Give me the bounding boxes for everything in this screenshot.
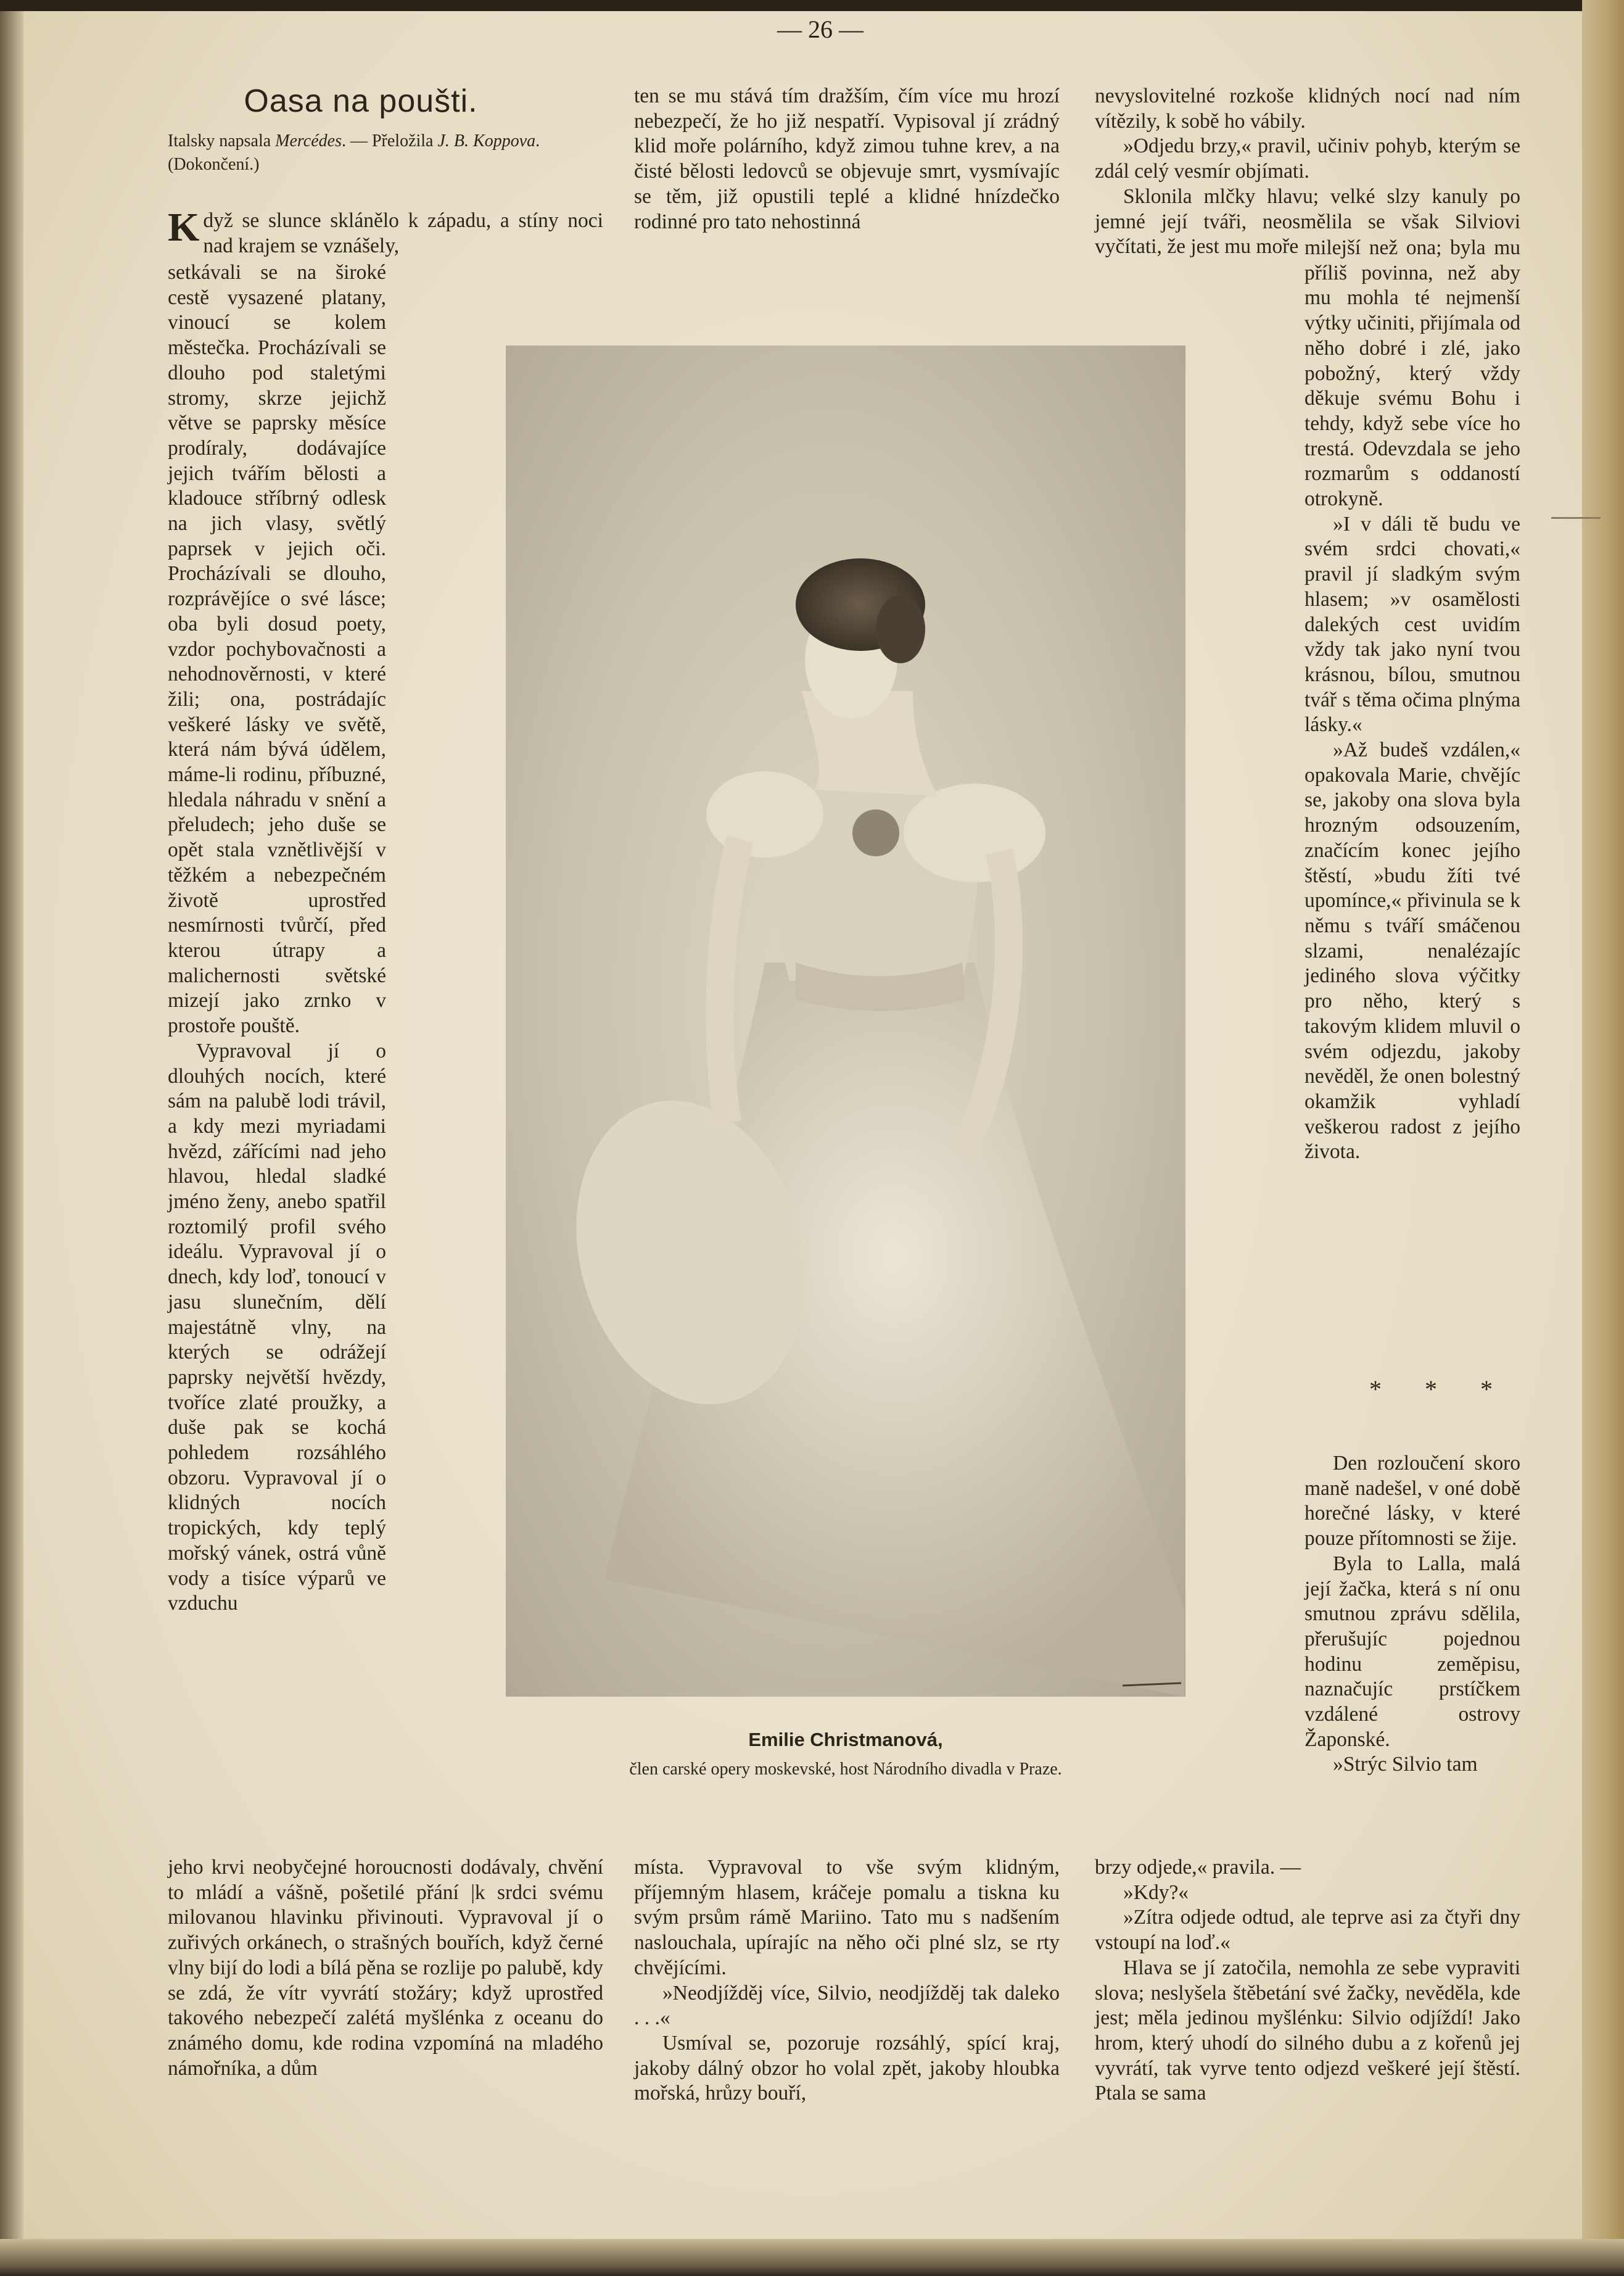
page-right-edge (1582, 0, 1624, 2276)
byline-mid: . — Přeložila (341, 131, 438, 151)
byline-translator: J. B. Koppova (437, 131, 536, 151)
paragraph: jeho krvi neobyčejné horoucnosti dodávaly, chvění to mládí a vášně, pošetilé přání |k srdci svému milovanou hlavinku přivinouti. Vypravoval jí o zuřivých orkánech, o strašných bouřích, když černé vlny bijí do lodi a bílá pěna se rozlije po palubě, kdy se zdá, že vítr vyvrátí stožáry; když uprostřed takového nebezpečí zalétá myšlénka z oceanu do známého domu, kde rodina vzpomíná na mladého námořníka, a dům (168, 1856, 603, 2080)
paragraph: »Až budeš vzdálen,« opakovala Marie, chvějíc se, jakoby ona slova byla hrozným odsouzením, značícím konec jejího štěstí, »budu žíti tvé upomínce,« přivinula se k němu s tváří smáčenou slzami, nenalézajíc jediného slova výčitky pro něho, který s takovým klidem mluvil o svém odjezdu, jakoby nevěděl, že onen bolestný okamžik vyhladí veškerou radost z jejího života. (1305, 739, 1520, 1164)
col1-intro (168, 205, 603, 259)
margin-mark (1551, 517, 1601, 519)
paragraph: Vypravoval jí o dlouhých nocích, které sám na palubě lodi trávil, a kdy mezi myriadami hvězd, zářícími nad jeho hlavou, hledal sladké jméno ženy, anebo spatřil roztomilý profil svého ideálu. Vypravoval jí o dnech, kdy loď, tonoucí v jasu slunečním, dělí majestátně vlny, na kterých se odrážejí paprsky největší hvězdy, tvoříce zlaté proužky, a duše pak se kochá pohledem rozsáhlého obzoru. Vypravoval jí o klidných nocích tropických, kdy teplý mořský vánek, ostrá vůně vody a tisíce výparů ve vzduchu (168, 1039, 386, 1615)
paragraph: milejší než ona; byla mu příliš povinna, než aby mu mohla té nejmenší výtky učiniti, přijímala od něho dobré i zlé, jako pobožný, který vždy děkuje svému Bohu i tehdy, když sebe více ho trestá. Odevzdala se jeho rozmarům s oddaností otrokyně. (1305, 236, 1520, 511)
col3-top (1095, 84, 1520, 260)
paragraph: »Zítra odjede odtud, ale teprve asi za čtyři dny vstoupí na loď.« (1095, 1906, 1520, 1955)
paragraph: brzy odjede,« pravila. — (1095, 1856, 1301, 1879)
col3-narrow (1305, 236, 1520, 1165)
paragraph: setkávali se na široké cestě vysazené platany, vinoucí se kolem městečka. Procházívali se dlouho pod staletými stromy, skrze jejichž větve se paprsky měsíce prodíraly, dodávajíce jejich tvářím bělosti a kladouce stříbrný odlesk na jich vlasy, světlý paprsek v jejich oči. Procházívali se dlouho, rozprávějíce o své lásce; oba byli dosud poety, vzdor pochybovačnosti a nehodnověrnosti, v které žili; ona, postrádajíc veškeré lásky ve světě, která nám bývá údělem, máme-li rodinu, příbuzné, hledala náhradu v snění a přeludech; jeho duše se opět stala vznětlivější v těžkém a nebezpečném životě uprostřed nesmírnosti tvůrčí, před kterou útrapy a malichernosti světské mizejí jako zrnko v prostoře pouště. (168, 261, 386, 1038)
byline-prefix: Italsky napsala (168, 131, 276, 151)
figure-caption-subtitle: člen carské opery moskevské, host Národního divadla v Praze. (629, 1760, 1062, 1779)
portrait-illustration (506, 346, 1185, 1697)
col1-narrow (168, 260, 386, 1616)
paragraph: »Neodjížděj více, Silvio, neodjížděj tak daleko . . .« (634, 1981, 1060, 2030)
figure-caption-name: Emilie Christmanová, (748, 1729, 943, 1750)
article-title: Oasa na poušti. (244, 83, 478, 119)
col1-bottom (168, 1855, 603, 2081)
drop-cap: K (168, 205, 200, 250)
paragraph: »Strýc Silvio tam (1333, 1753, 1478, 1776)
col1-intro-text: dyž se slunce sklánělo k západu, a stíny noci nad krajem se vznášely, (203, 209, 603, 257)
paragraph: »I v dáli tě budu ve svém srdci chovati,« pravil jí sladkým svým hlasem; »v osamělosti dalekých cest uvidím vždy tak jako nyní tvou krásnou, bílou, smutnou tvář s těma očima plnýma lásky.« (1305, 512, 1520, 737)
col3-after (1305, 1451, 1520, 1777)
page-left-edge (0, 0, 23, 2276)
paragraph: »Kdy?« (1123, 1881, 1189, 1904)
paragraph: ten se mu stává tím dražším, čím více mu hrozí nebezpečí, že ho již nespatří. Vypisoval jí zrádný klid moře polárního, když zimou tuhne krev, a na čisté bělosti ledovců se objevuje smrt, vysmívajíc se těm, již opustili teplé a klidné hnízdečko rodinné pro tato nehostinná (634, 85, 1060, 233)
scan-bottom-border (0, 2239, 1624, 2276)
page-number: — 26 — (777, 15, 864, 43)
col2-bottom (634, 1855, 1060, 2106)
paragraph: Hlava se jí zatočila, nemohla ze sebe vypraviti slova; neslyšela štěbetání své žačky, nevěděla, kde jest; měla jedinou myšlénku: Silvio odjíždí! Jako hrom, který uhodí do silného dubu a z kořenů jej vyvrátí, tak vyrve tento odjezd veškeré její štěstí. Ptala se sama (1095, 1956, 1520, 2105)
paragraph: Byla to Lalla, malá její žačka, která s ní onu smutnou zprávu sdělila, přerušujíc pojednou hodinu zeměpisu, naznačujíc prstíčkem vzdálené ostrovy Žaponské. (1305, 1552, 1520, 1751)
paragraph: nevyslovitelné rozkoše klidných nocí nad ním vítězily, k sobě ho vábily. (1095, 85, 1520, 133)
article-byline (168, 130, 600, 176)
paragraph: Sklonila mlčky hlavu; velké slzy kanuly po jemné její tváři, neosmělila se však Silviovi vyčítati, že jest mu moře (1095, 184, 1520, 259)
paragraph: Usmíval se, pozoruje rozsáhlý, spící kraj, jakoby dálný obzor ho volal zpět, jakoby hloubka mořská, hrůzy bouří, (634, 2031, 1060, 2105)
scan-top-border (0, 0, 1624, 11)
section-divider-stars: * * * (1369, 1375, 1511, 1403)
col3-bottom (1095, 1855, 1520, 2106)
byline-author: Mercédes (275, 131, 342, 151)
paragraph: místa. Vypravoval to vše svým klidným, příjemným hlasem, kráčeje pomalu a tiskna ku svým prsům rámě Mariino. Tato mu s nadšením naslouchala, upírajíc na něho oči plné slz, se rty chvějícími. (634, 1856, 1060, 1979)
paragraph: Den rozloučení skoro maně nadešel, v oné době horečné lásky, v které pouze přítomnosti se žije. (1305, 1452, 1520, 1550)
portrait-photo (506, 346, 1185, 1697)
col2-top (634, 84, 1060, 234)
byline-suffix: . (Dokončení.) (168, 131, 540, 174)
paragraph: »Odjedu brzy,« pravil, učiniv pohyb, kterým se zdál celý vesmír objímati. (1095, 134, 1520, 183)
